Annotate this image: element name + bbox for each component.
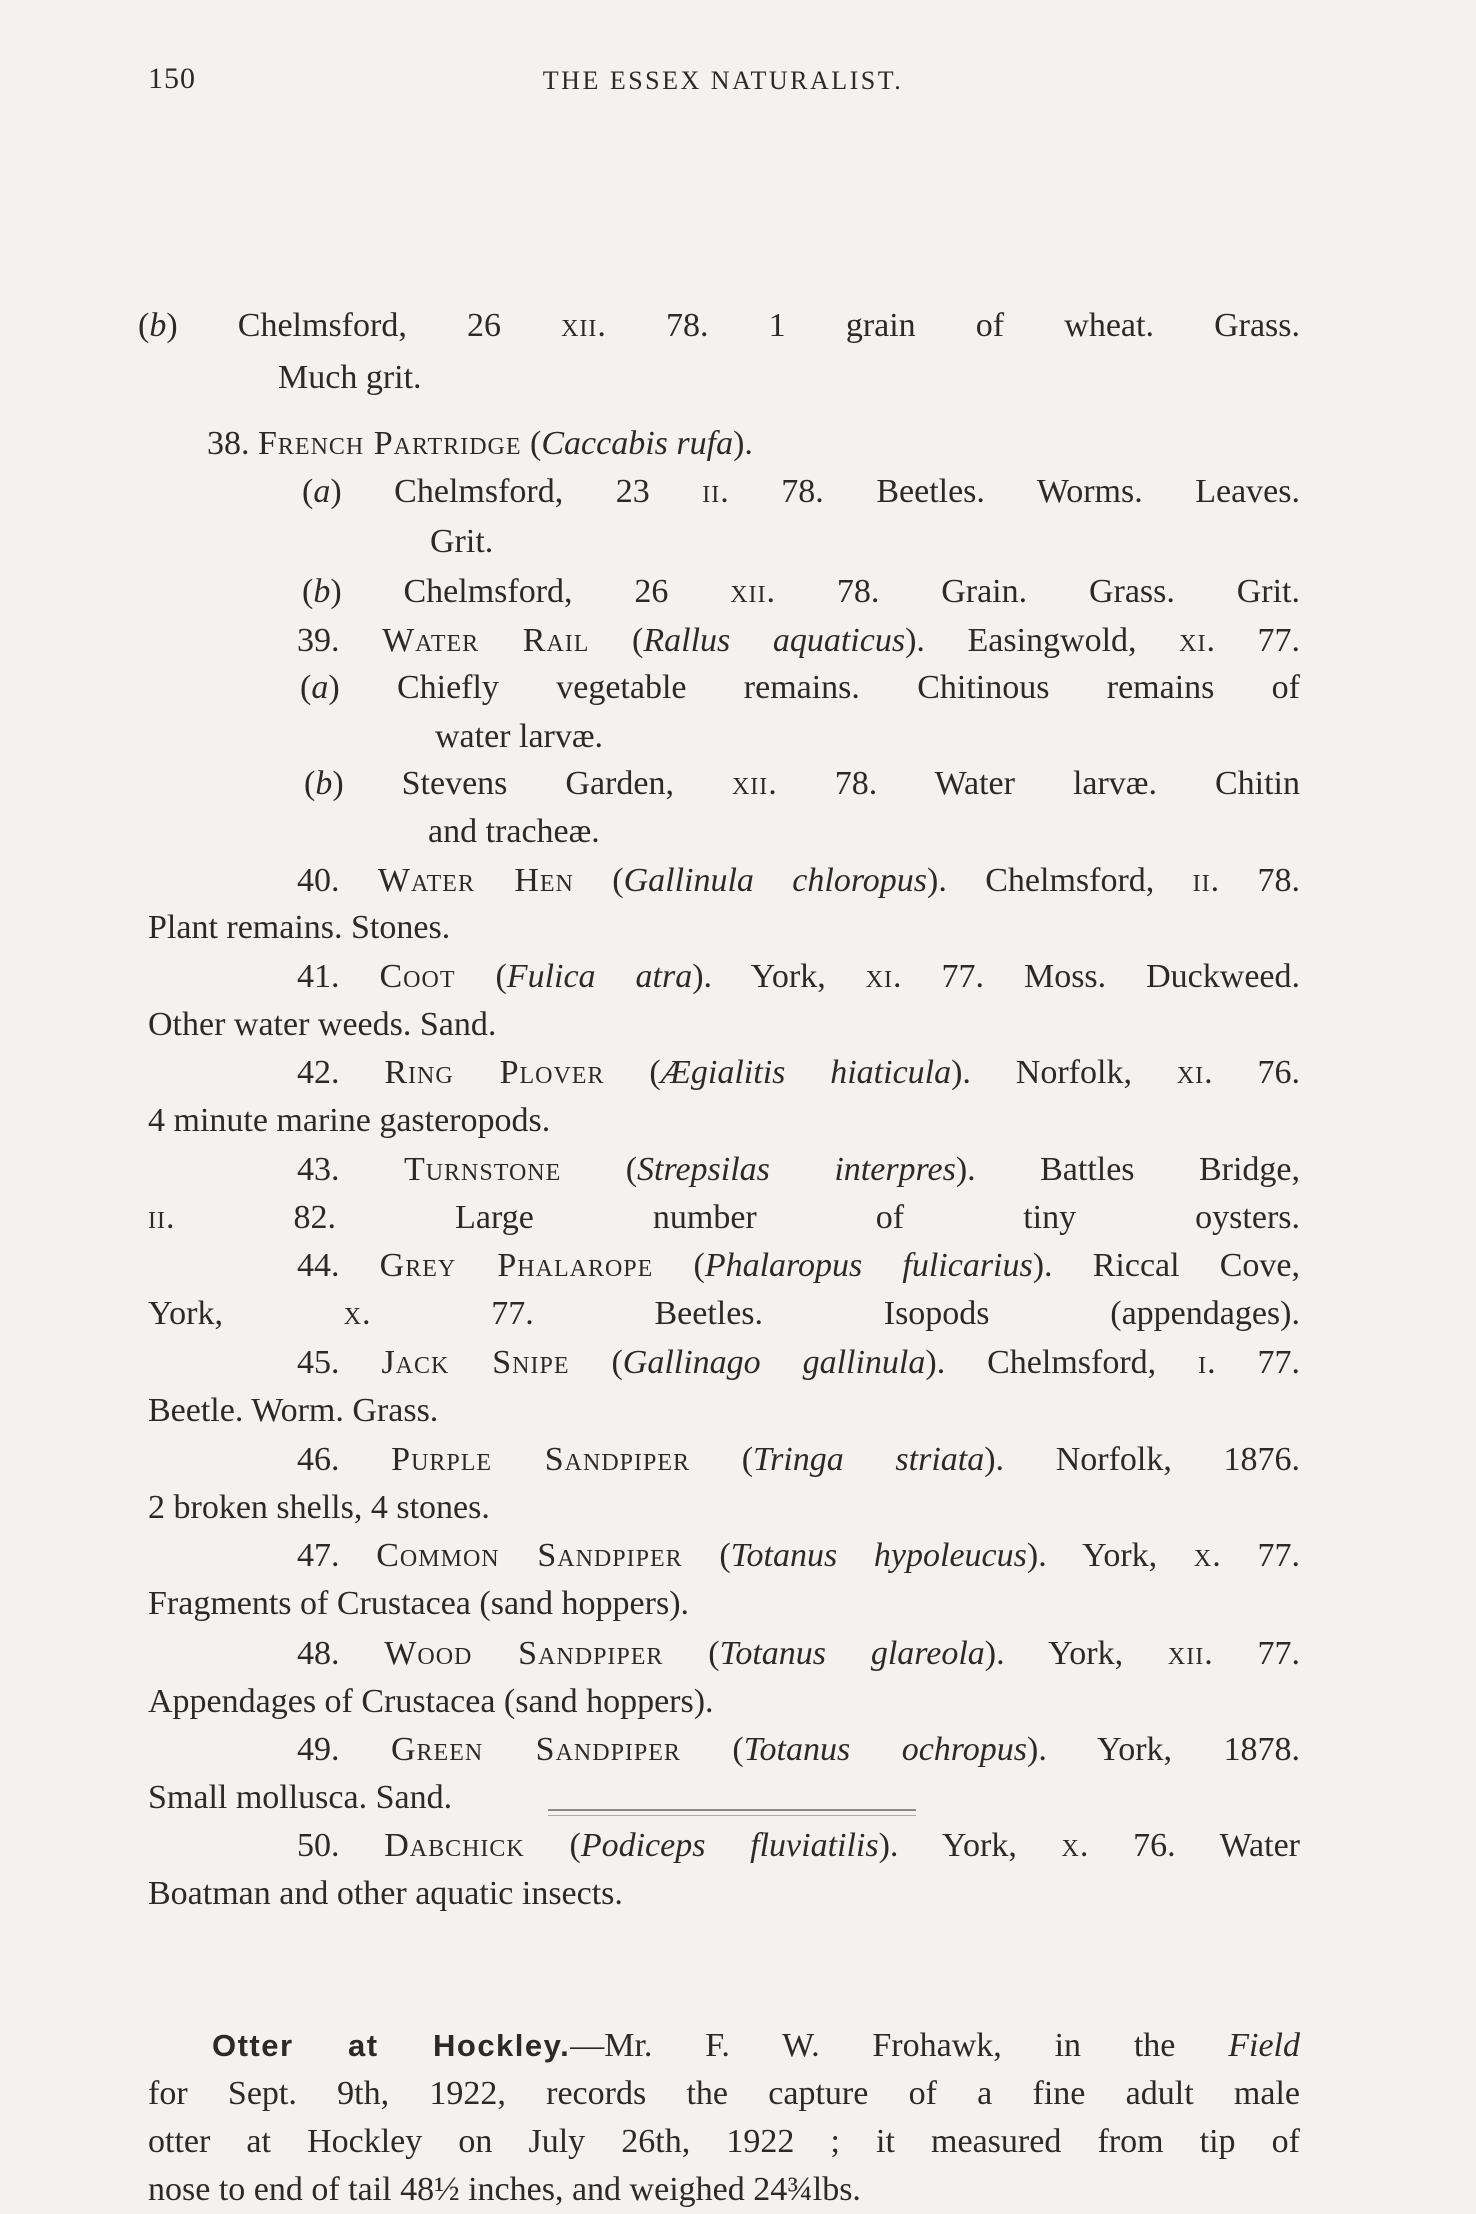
text-run: Other water weeds. Sand.: [148, 1006, 497, 1043]
text-run: ). Easingwold,: [905, 622, 1180, 659]
text-run: 39.: [297, 622, 383, 659]
italic-text: a: [311, 669, 329, 706]
text-run: . 77.: [1206, 622, 1301, 659]
small-caps-text: Purple Sandpiper: [391, 1441, 691, 1478]
text-run: (: [302, 473, 314, 510]
text-run: 44.: [297, 1247, 380, 1284]
text-run: . 77.: [1204, 1635, 1301, 1672]
page-header: [148, 62, 1298, 102]
text-line: [297, 953, 1300, 1001]
text-run: (: [524, 1827, 581, 1864]
italic-text: a: [313, 473, 331, 510]
running-title: THE ESSEX NATURALIST.: [542, 66, 904, 95]
italic-text: Rallus aquaticus: [643, 622, 906, 659]
page-number: 150: [148, 62, 196, 95]
text-run: Plant remains. Stones.: [148, 909, 451, 946]
note-line: [148, 2166, 1300, 2214]
small-caps-text: Turnstone: [403, 1151, 562, 1188]
text-run: 47.: [297, 1537, 377, 1574]
text-run: . 78.: [1210, 862, 1301, 899]
small-caps-text: x: [1061, 1827, 1080, 1864]
text-run: ). Chelmsford,: [925, 1344, 1199, 1381]
text-run: (: [690, 1441, 754, 1478]
text-run: ). Battles Bridge,: [955, 1151, 1301, 1188]
text-line: [297, 1532, 1300, 1580]
lead-text: Otter at Hockley.: [212, 2028, 571, 2063]
italic-text: Podiceps fluviatilis: [580, 1827, 879, 1864]
italic-text: Field: [1228, 2027, 1300, 2064]
text-run: (: [680, 1731, 744, 1768]
text-line: [297, 1822, 1300, 1870]
small-caps-text: Green Sandpiper: [390, 1731, 681, 1768]
small-caps-text: x: [343, 1295, 363, 1332]
small-caps-text: xi: [865, 958, 894, 995]
text-run: ) Stevens Garden,: [332, 765, 732, 802]
text-run: 2 broken shells, 4 stones.: [148, 1489, 490, 1526]
text-line: [297, 617, 1300, 665]
text-line: [297, 1049, 1300, 1097]
text-run: (: [302, 573, 314, 610]
text-run: ). Norfolk, 1876.: [984, 1441, 1301, 1478]
text-line: [297, 1242, 1300, 1290]
italic-text: Strepsilas interpres: [637, 1151, 956, 1188]
small-caps-text: Ring Plover: [384, 1054, 605, 1091]
text-run: . 77. Beetles. Isopods (appendages).: [362, 1295, 1300, 1332]
small-caps-text: French Partridge: [258, 425, 522, 462]
small-caps-text: xii: [730, 573, 767, 610]
text-line: [297, 857, 1300, 905]
text-run: . 76.: [1204, 1054, 1301, 1091]
text-run: 45.: [297, 1344, 382, 1381]
small-caps-text: xi: [1176, 1054, 1205, 1091]
text-run: and tracheæ.: [428, 813, 600, 850]
text-run: otter at Hockley on July 26th, 1922 ; it measured from tip of: [148, 2123, 1300, 2160]
text-line: [148, 904, 1300, 952]
text-run: . 78. Beetles. Worms. Leaves.: [720, 473, 1300, 510]
italic-text: b: [315, 765, 333, 802]
small-caps-text: Common Sandpiper: [376, 1537, 683, 1574]
small-caps-text: Jack Snipe: [381, 1344, 570, 1381]
text-line: [138, 302, 1300, 350]
text-line: [148, 1387, 1300, 1435]
note-line: [148, 2118, 1300, 2166]
text-run: (: [653, 1247, 705, 1284]
italic-text: Totanus glareola: [719, 1635, 985, 1672]
small-caps-text: Water Rail: [382, 622, 590, 659]
text-line: [148, 1678, 1300, 1726]
small-caps-text: xi: [1179, 622, 1207, 659]
text-line: [428, 808, 1300, 856]
text-run: Fragments of Crustacea (sand hoppers).: [148, 1585, 690, 1622]
text-run: (: [521, 425, 542, 462]
text-line: [297, 1436, 1300, 1484]
text-run: . 76. Water: [1079, 1827, 1300, 1864]
text-run: Much grit.: [278, 359, 422, 396]
italic-text: Fulica atra: [506, 958, 693, 995]
text-run: ) Chelmsford, 26: [166, 307, 562, 344]
note-line: [212, 2022, 1300, 2070]
text-run: (: [304, 765, 316, 802]
italic-text: Gallinago gallinula: [622, 1344, 926, 1381]
text-run: 42.: [297, 1054, 385, 1091]
italic-text: Phalaropus fulicarius: [704, 1247, 1033, 1284]
small-caps-text: x: [1193, 1537, 1213, 1574]
text-line: [148, 1290, 1300, 1338]
text-run: Beetle. Worm. Grass.: [148, 1392, 439, 1429]
small-caps-text: ii: [148, 1199, 166, 1236]
text-run: ).: [733, 425, 753, 462]
small-caps-text: Grey Phalarope: [379, 1247, 654, 1284]
text-line: [148, 1870, 1300, 1918]
small-caps-text: ii: [1192, 862, 1211, 899]
text-run: (: [561, 1151, 638, 1188]
text-run: Small mollusca. Sand.: [148, 1779, 453, 1816]
text-run: . 82. Large number of tiny oysters.: [165, 1199, 1300, 1236]
text-run: 50.: [297, 1827, 385, 1864]
text-line: [435, 713, 1300, 761]
text-run: . 77.: [1207, 1344, 1301, 1381]
text-run: 38.: [207, 425, 258, 462]
text-run: ). Chelmsford,: [927, 862, 1193, 899]
italic-text: b: [313, 573, 331, 610]
text-line: [297, 1630, 1300, 1678]
italic-text: Totanus ochropus: [743, 1731, 1028, 1768]
text-run: ). York, 1878.: [1027, 1731, 1301, 1768]
text-run: . 77. Moss. Duckweed.: [893, 958, 1301, 995]
small-caps-text: ii: [702, 473, 721, 510]
italic-text: Totanus hypoleucus: [730, 1537, 1027, 1574]
text-run: ). York,: [878, 1827, 1062, 1864]
text-run: 41.: [297, 958, 380, 995]
text-run: (: [682, 1537, 731, 1574]
text-run: (: [455, 958, 507, 995]
italic-text: Ægialitis hiaticula: [660, 1054, 952, 1091]
text-run: ) Chiefly vegetable remains. Chitinous remains of: [328, 669, 1300, 706]
text-line: [207, 420, 1300, 468]
small-caps-text: Water Hen: [377, 862, 574, 899]
small-caps-text: xii: [1167, 1635, 1205, 1672]
small-caps-text: Wood Sandpiper: [384, 1635, 664, 1672]
text-run: for Sept. 9th, 1922, records the capture of a fine adult male: [148, 2075, 1300, 2112]
text-run: ). York,: [692, 958, 866, 995]
text-run: ). Norfolk,: [951, 1054, 1177, 1091]
text-run: ). York,: [984, 1635, 1168, 1672]
text-run: (: [604, 1054, 661, 1091]
small-caps-text: xii: [731, 765, 769, 802]
text-line: [278, 354, 1300, 402]
section-divider: [548, 1809, 916, 1811]
text-line: [302, 568, 1300, 616]
text-run: 43.: [297, 1151, 404, 1188]
text-run: ) Chelmsford, 23: [330, 473, 703, 510]
text-run: 4 minute marine gasteropods.: [148, 1102, 551, 1139]
text-line: [300, 664, 1300, 712]
text-run: 49.: [297, 1731, 391, 1768]
text-line: [304, 760, 1300, 808]
section-divider-thin: [548, 1815, 916, 1816]
text-line: [148, 1097, 1300, 1145]
text-run: York,: [148, 1295, 344, 1332]
text-run: ) Chelmsford, 26: [330, 573, 731, 610]
italic-text: Caccabis rufa: [541, 425, 734, 462]
text-line: [148, 1001, 1300, 1049]
text-line: [148, 1580, 1300, 1628]
small-caps-text: Coot: [379, 958, 456, 995]
text-run: (: [138, 307, 150, 344]
text-run: Appendages of Crustacea (sand hoppers).: [148, 1683, 714, 1720]
text-run: (: [300, 669, 312, 706]
text-run: ). York,: [1026, 1537, 1194, 1574]
text-line: [148, 1484, 1300, 1532]
text-line: [297, 1726, 1300, 1774]
small-caps-text: i: [1198, 1344, 1208, 1381]
text-run: nose to end of tail 48½ inches, and weighed 24¾lbs.: [148, 2171, 861, 2208]
text-line: [302, 468, 1300, 516]
text-line: [297, 1339, 1300, 1387]
small-caps-text: xii: [561, 307, 598, 344]
italic-text: Tringa striata: [753, 1441, 985, 1478]
text-run: —Mr. F. W. Frohawk, in the: [570, 2027, 1229, 2064]
text-run: . 77.: [1212, 1537, 1300, 1574]
note-line: [148, 2070, 1300, 2118]
text-run: water larvæ.: [435, 718, 604, 755]
text-line: [430, 518, 1300, 566]
text-run: (: [573, 862, 624, 899]
text-run: . 78. Water larvæ. Chitin: [768, 765, 1300, 802]
text-run: . 78. 1 grain of wheat. Grass.: [597, 307, 1301, 344]
text-run: (: [663, 1635, 720, 1672]
text-run: Boatman and other aquatic insects.: [148, 1875, 623, 1912]
small-caps-text: Dabchick: [384, 1827, 525, 1864]
text-run: 46.: [297, 1441, 392, 1478]
text-run: ). Riccal Cove,: [1032, 1247, 1301, 1284]
text-run: . 78. Grain. Grass. Grit.: [766, 573, 1300, 610]
text-run: (: [569, 1344, 623, 1381]
text-run: Grit.: [430, 523, 494, 560]
text-run: (: [589, 622, 644, 659]
text-line: [148, 1194, 1300, 1242]
text-run: 48.: [297, 1635, 385, 1672]
text-run: 40.: [297, 862, 378, 899]
text-line: [297, 1146, 1300, 1194]
italic-text: Gallinula chloropus: [623, 862, 928, 899]
italic-text: b: [149, 307, 167, 344]
